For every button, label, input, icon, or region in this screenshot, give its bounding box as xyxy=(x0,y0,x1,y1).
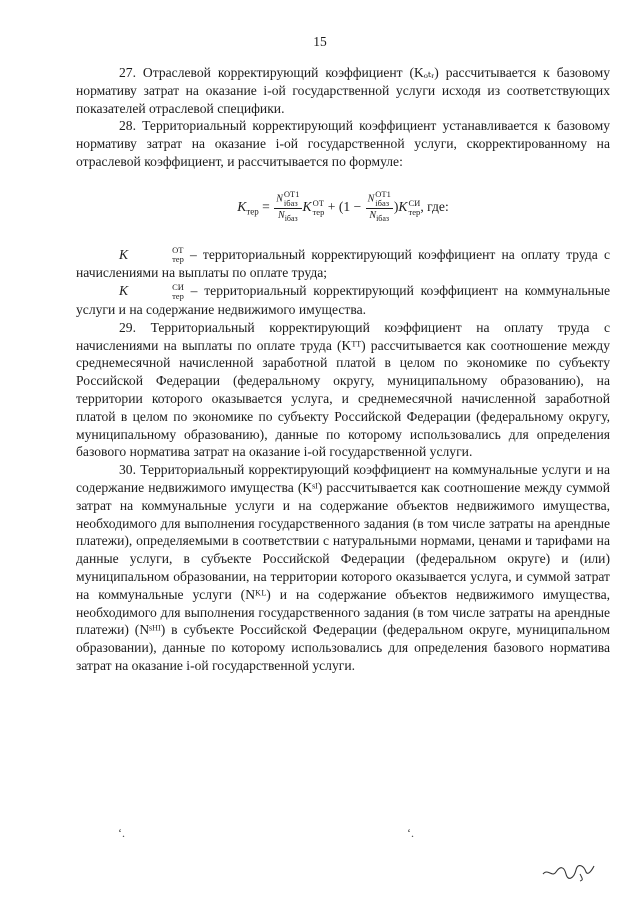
formula-tail: , где: xyxy=(420,198,449,214)
formula-fraction-1 xyxy=(274,190,301,225)
paragraph-30: 30. Территориальный корректирующий коэффициент на коммунальные услуги и на содержание недвижимого имущества (Kˢᴵ) рассчитывается как соотношение между суммой затрат на коммунальные услуги и на содержание объектов недвижимого имущества, необходимого для выполнения государственного задания (в том числе затраты на арендные платежи), определяемыми в соответствии с натуральными нормами, ценами и тарифами на данные услуги, в субъекте Российской Федерации (федеральном округе) и (или) муниципальном образовании, на территории которого оказывается услуга, и суммой затрат на коммунальные услуги (Nᴷᴸ) и на содержание объектов недвижимого имущества, необходимого для выполнения государственного задания (в том числе затраты на арендные платежи) (Nˢᴴᴵ) в субъекте Российской Федерации (федеральном округе, муниципальном образовании), данные по которому использовались для определения базового норматива затрат на оказание i-ой государственной услуги. xyxy=(76,462,610,673)
def-k-ot-text: – территориальный корректирующий коэффициент на оплату труда с начислениями на выплаты по оплате труда; xyxy=(76,246,610,281)
formula-plus-open: + (1 − xyxy=(327,198,362,214)
document-body xyxy=(76,64,610,675)
paragraph-29: 29. Территориальный корректирующий коэффициент на оплату труда с начислениями на выплаты по оплате труда (Kᵀᵀ) рассчитывается как соотношение между среднемесячной начисленной заработной платой в целом по экономике по субъекту Российской Федерации (федеральному округу, муниципальному образованию), на территории которого оказывается услуга, и среднемесячной начисленной заработной платой в целом по экономике по субъекту Российской Федерации (федеральному округу, муниципальному образованию), данные по которому использовались для определения базового норматива затрат на оказание i-ой государственной услуги. xyxy=(76,319,610,460)
fraction-1-denominator: N xyxy=(278,210,285,222)
fraction-1-num-sub: iбаз xyxy=(283,198,298,209)
def-k-si-sup: СИ xyxy=(172,282,184,293)
scan-mark-left: ‘. xyxy=(118,826,125,840)
fraction-1-num-sup: ОТ1 xyxy=(283,189,300,200)
formula-lhs-sub: тер xyxy=(246,206,259,217)
formula-territorial-coefficient xyxy=(76,187,610,232)
formula-fraction-2 xyxy=(366,190,393,225)
paragraph-28: 28. Территориальный корректирующий коэффициент устанавливается к базовому нормативу затрат на оказание i-ой государственной услуги, скорректированному на отраслевой коэффициент, и рассчитывается по формуле: xyxy=(76,118,610,169)
def-k-ot-sup: ОТ xyxy=(172,245,184,256)
fraction-2-num-sup: ОТ1 xyxy=(375,189,391,200)
page-number: 15 xyxy=(313,34,327,49)
fraction-1-den-sub: iбаз xyxy=(284,214,298,224)
def-k-ot-symbol: K xyxy=(119,246,129,262)
scan-mark-right: ‘. xyxy=(407,826,414,840)
k-si-sub: тер xyxy=(408,206,421,217)
fraction-2-den-sub: iбаз xyxy=(376,214,390,224)
formula-lhs: K xyxy=(237,198,247,214)
def-k-si-text: – территориальный корректирующий коэффициент на коммунальные услуги и на содержание недвижимого имущества. xyxy=(76,283,610,318)
def-k-ot-sub: тер xyxy=(172,254,184,265)
fraction-2-denominator: N xyxy=(369,210,377,222)
k-si-sup: СИ xyxy=(408,197,421,208)
handwritten-initials xyxy=(540,858,596,882)
definition-k-si xyxy=(76,282,610,319)
fraction-1-numerator: N xyxy=(276,193,283,205)
formula-k-ot: K xyxy=(302,198,312,214)
formula-equals: = xyxy=(262,198,270,214)
formula-close: ) xyxy=(393,198,399,214)
formula-k-si: K xyxy=(398,198,408,214)
fraction-2-num-sub: iбаз xyxy=(375,198,390,209)
paragraph-27: 27. Отраслевой корректирующий коэффициент (Kₒₜᵣ) рассчитывается к базовому нормативу затрат на оказание i-ой государственной услуги исходя из соответствующих показателей отраслевой специфики. xyxy=(76,65,610,116)
fraction-2-numerator: N xyxy=(367,193,375,205)
k-ot-sub: тер xyxy=(312,206,325,217)
def-k-si-symbol: K xyxy=(119,283,129,299)
definition-k-ot xyxy=(76,246,610,283)
def-k-si-sub: тер xyxy=(172,291,184,302)
k-ot-sup: ОТ xyxy=(312,197,324,208)
